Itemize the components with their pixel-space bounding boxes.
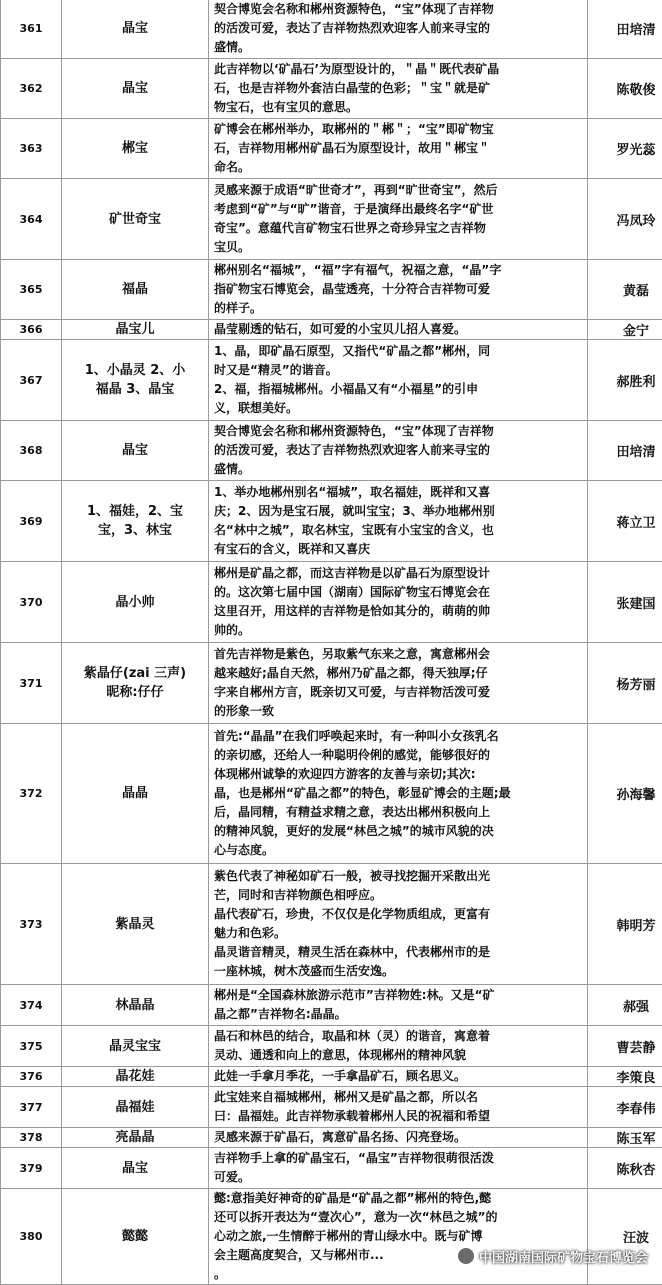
author-name: 蒋立卫 [588, 481, 662, 562]
mascot-name-line: 晶宝 [68, 441, 202, 460]
description-line: 吉祥物手上拿的矿晶宝石，“晶宝”吉祥物很萌很活泼 [214, 1149, 584, 1168]
table-row [1, 119, 662, 179]
entry-number: 366 [1, 320, 62, 340]
mascot-name-line: 昵称:仔仔 [68, 683, 202, 702]
description-line: 晶，也是郴州“矿晶之都”的特色，彰显矿博会的主题;最 [214, 784, 584, 803]
table-body [1, 0, 662, 1285]
table-row [1, 59, 662, 119]
description-line: 物宝石，也有宝贝的意思。 [214, 98, 584, 117]
description-line: 还可以拆开表达为“壹次心”，意为一次“林邑之城”的 [214, 1208, 584, 1227]
author-name: 罗光蕊 [588, 119, 662, 179]
description-line: 一座林城，树木茂盛而生活安逸。 [214, 962, 584, 981]
description-line: 2、福，指福城郴州。小福晶又有“小福星”的引申 [214, 380, 584, 399]
mascot-name-line: 晶福娃 [68, 1098, 202, 1117]
description-line: 此娃一手拿月季花，一手拿晶矿石，顾名思义。 [214, 1067, 584, 1086]
description-line: 曰：晶福娃。此吉祥物承载着郴州人民的祝福和希望 [214, 1107, 584, 1126]
description-line: 盛情。 [214, 460, 584, 479]
author-name: 李策良 [588, 1067, 662, 1087]
table-row [1, 1128, 662, 1148]
description-line: 的活泼可爱，表达了吉祥物热烈欢迎客人前来寻宝的 [214, 19, 584, 38]
mascot-name [62, 421, 209, 481]
mascot-name-line: 晶花娃 [68, 1067, 202, 1086]
description-line: 心动之旅,一生情醉于郴州的青山绿水中。既与矿博 [214, 1227, 584, 1246]
entry-number: 377 [1, 1087, 62, 1128]
author-name: 曹芸静 [588, 1026, 662, 1067]
description-line: 这里召开，用这样的吉祥物是恰如其分的，萌萌的帅 [214, 602, 584, 621]
mascot-description [209, 0, 588, 59]
mascot-name [62, 179, 209, 260]
description-line: 矿博会在郴州举办，取郴州的＂郴＂；“宝”即矿物宝 [214, 120, 584, 139]
entry-number: 378 [1, 1128, 62, 1148]
mascot-name-line: 紫晶灵 [68, 915, 202, 934]
entry-number: 369 [1, 481, 62, 562]
mascot-name-line: 晶宝 [68, 19, 202, 38]
entry-number: 372 [1, 724, 62, 864]
mascot-name-line: 福晶 [68, 280, 202, 299]
mascot-name [62, 1026, 209, 1067]
description-line: 。 [214, 1265, 584, 1284]
entry-number: 362 [1, 59, 62, 119]
description-line: 1、举办地郴州别名“福城”，取名福娃，既祥和又喜 [214, 483, 584, 502]
mascot-name-line: 晶灵宝宝 [68, 1037, 202, 1056]
table-row [1, 562, 662, 643]
mascot-name-line: 晶小帅 [68, 593, 202, 612]
entry-number: 365 [1, 260, 62, 320]
entry-number: 363 [1, 119, 62, 179]
entry-number: 380 [1, 1189, 62, 1285]
mascot-description [209, 643, 588, 724]
description-line: 芒，同时和吉祥物颜色相呼应。 [214, 886, 584, 905]
entry-number: 371 [1, 643, 62, 724]
description-line: 可爱。 [214, 1168, 584, 1187]
mascot-name-line: 1、福娃，2、宝 [68, 502, 202, 521]
author-name: 张建国 [588, 562, 662, 643]
author-name: 郝胜利 [588, 340, 662, 421]
entry-number: 373 [1, 864, 62, 985]
mascot-description [209, 562, 588, 643]
description-line: 契合博览会名称和郴州资源特色，“宝”体现了吉祥物 [214, 0, 584, 19]
mascot-description [209, 1087, 588, 1128]
entry-number: 368 [1, 421, 62, 481]
author-name: 金宁 [588, 320, 662, 340]
mascot-name [62, 320, 209, 340]
mascot-name-line: 福晶 3、晶宝 [68, 380, 202, 399]
mascot-name [62, 260, 209, 320]
description-line: 体现郴州诚挚的欢迎四方游客的友善与亲切;其次: [214, 765, 584, 784]
description-line: 此吉祥物以‘矿晶石’为原型设计的，＂晶＂既代表矿晶 [214, 60, 584, 79]
author-name: 孙海馨 [588, 724, 662, 864]
author-name: 陈玉军 [588, 1128, 662, 1148]
author-name: 汪波 [588, 1189, 662, 1285]
description-line: 名“林中之城”，取名林宝，宝既有小宝宝的含义，也 [214, 521, 584, 540]
entry-number: 376 [1, 1067, 62, 1087]
mascot-name-line: 懿懿 [68, 1227, 202, 1246]
entry-number: 374 [1, 985, 62, 1026]
description-line: 帅的。 [214, 621, 584, 640]
description-line: 义，联想美好。 [214, 399, 584, 418]
mascot-description [209, 864, 588, 985]
mascot-name-line: 亮晶晶 [68, 1128, 202, 1147]
entry-number: 367 [1, 340, 62, 421]
mascot-description [209, 421, 588, 481]
description-line: 郴州别名“福城”，“福”字有福气，祝福之意，“晶”字 [214, 261, 584, 280]
table-row [1, 1026, 662, 1067]
table-row [1, 340, 662, 421]
mascot-description [209, 481, 588, 562]
mascot-name-line: 紫晶仔(zai 三声) [68, 664, 202, 683]
mascot-description [209, 119, 588, 179]
description-line: 命名。 [214, 158, 584, 177]
description-line: 后，晶同精，有精益求精之意，表达出郴州积极向上 [214, 803, 584, 822]
mascot-name [62, 985, 209, 1026]
description-line: 字来自郴州方言，既亲切又可爱，与吉祥物活泼可爱 [214, 683, 584, 702]
mascot-name-line: 晶晶 [68, 784, 202, 803]
description-line: 此宝娃来自福城郴州，郴州又是矿晶之都，所以名 [214, 1088, 584, 1107]
description-line: 的样子。 [214, 299, 584, 318]
table-row [1, 421, 662, 481]
mascot-name-line: 宝，3、林宝 [68, 521, 202, 540]
table-row [1, 1087, 662, 1128]
mascot-name [62, 562, 209, 643]
description-line: 紫色代表了神秘如矿石一般，被寻找挖掘开采散出光 [214, 867, 584, 886]
description-line: 石，吉祥物用郴州矿晶石为原型设计，故用＂郴宝＂ [214, 139, 584, 158]
mascot-name [62, 1148, 209, 1189]
author-name: 韩明芳 [588, 864, 662, 985]
table-row [1, 864, 662, 985]
watermark [457, 1247, 648, 1266]
table-row [1, 179, 662, 260]
mascot-name [62, 864, 209, 985]
mascot-description [209, 59, 588, 119]
mascot-name [62, 1067, 209, 1087]
author-name: 陈秋杏 [588, 1148, 662, 1189]
description-line: 晶灵谐音精灵，精灵生活在森林中，代表郴州市的是 [214, 943, 584, 962]
table-row [1, 320, 662, 340]
mascot-name-line: 晶宝儿 [68, 320, 202, 339]
description-line: 郴州是矿晶之都，而这吉祥物是以矿晶石为原型设计 [214, 564, 584, 583]
table-row [1, 0, 662, 59]
table-row [1, 1189, 662, 1285]
table-row [1, 1148, 662, 1189]
mascot-description [209, 1148, 588, 1189]
description-line: 指矿物宝石博览会，晶莹透亮，十分符合吉祥物可爱 [214, 280, 584, 299]
description-line: 晶莹剔透的钻石，如可爱的小宝贝儿招人喜爱。 [214, 320, 584, 339]
description-line: 有宝石的含义，既祥和又喜庆 [214, 540, 584, 559]
table-row [1, 985, 662, 1026]
entry-number: 361 [1, 0, 62, 59]
entry-number: 379 [1, 1148, 62, 1189]
mascot-description [209, 724, 588, 864]
description-line: 懿:意指美好神奇的矿晶是“矿晶之都”郴州的特色,懿 [214, 1189, 584, 1208]
mascot-name [62, 119, 209, 179]
table-row [1, 481, 662, 562]
mascot-description [209, 260, 588, 320]
mascot-name [62, 59, 209, 119]
mascot-description [209, 1128, 588, 1148]
author-name: 黄磊 [588, 260, 662, 320]
mascot-name-line: 郴宝 [68, 139, 202, 158]
description-line: 宝贝。 [214, 238, 584, 257]
table-row [1, 643, 662, 724]
mascot-description [209, 1067, 588, 1087]
author-name: 杨芳丽 [588, 643, 662, 724]
mascot-name-line: 1、小晶灵 2、小 [68, 361, 202, 380]
description-line: 石，也是吉祥物外套洁白晶莹的色彩；＂宝＂就是矿 [214, 79, 584, 98]
mascot-name [62, 481, 209, 562]
description-line: 晶石和林邑的结合，取晶和林（灵）的谐音，寓意着 [214, 1027, 584, 1046]
description-line: 的亲切感，还给人一种聪明伶俐的感觉，能够很好的 [214, 746, 584, 765]
entry-number: 375 [1, 1026, 62, 1067]
mascot-name-line: 晶宝 [68, 1159, 202, 1178]
author-name: 田培清 [588, 421, 662, 481]
mascot-description [209, 340, 588, 421]
mascot-name [62, 1128, 209, 1148]
mascot-description [209, 1189, 588, 1285]
mascot-name [62, 724, 209, 864]
wechat-logo-icon [457, 1247, 475, 1265]
description-line: 的形象一致 [214, 702, 584, 721]
mascot-name [62, 643, 209, 724]
description-line: 庆；2、因为是宝石展，就叫宝宝；3、举办地郴州别 [214, 502, 584, 521]
author-name: 郝强 [588, 985, 662, 1026]
description-line: 魅力和色彩。 [214, 924, 584, 943]
mascot-name-line: 晶宝 [68, 79, 202, 98]
entry-number: 364 [1, 179, 62, 260]
description-line: 晶之都”吉祥物名:晶晶。 [214, 1005, 584, 1024]
description-line: 的精神风貌，更好的发展“林邑之城”的城市风貌的决 [214, 822, 584, 841]
description-line: 心与态度。 [214, 841, 584, 860]
description-line: 的活泼可爱，表达了吉祥物热烈欢迎客人前来寻宝的 [214, 441, 584, 460]
description-line: 灵感来源于矿晶石，寓意矿晶名扬、闪亮登场。 [214, 1128, 584, 1147]
description-line: 1、晶，即矿晶石原型，又指代“矿晶之都”郴州，同 [214, 342, 584, 361]
table-row [1, 260, 662, 320]
description-line: 郴州是“全国森林旅游示范市”吉祥物姓:林。又是“矿 [214, 986, 584, 1005]
description-line: 灵动、通透和向上的意思，体现郴州的精神风貌 [214, 1046, 584, 1065]
mascot-name-line: 矿世奇宝 [68, 210, 202, 229]
description-line: 盛情。 [214, 38, 584, 57]
mascot-name [62, 0, 209, 59]
table-row [1, 724, 662, 864]
description-line: 灵感来源于成语“旷世奇才”，再到“旷世奇宝”，然后 [214, 181, 584, 200]
mascot-description [209, 985, 588, 1026]
table-row [1, 1067, 662, 1087]
description-line: 的。这次第七届中国（湖南）国际矿物宝石博览会在 [214, 583, 584, 602]
description-line: 时又是“精灵”的谐音。 [214, 361, 584, 380]
mascot-name [62, 1087, 209, 1128]
author-name: 李春伟 [588, 1087, 662, 1128]
author-name: 田培清 [588, 0, 662, 59]
description-line: 契合博览会名称和郴州资源特色，“宝”体现了吉祥物 [214, 422, 584, 441]
description-line: 首先:“晶晶”在我们呼唤起来时，有一种叫小女孩乳名 [214, 727, 584, 746]
mascot-description [209, 1026, 588, 1067]
entry-number: 370 [1, 562, 62, 643]
description-line: 会主题高度契合，又与郴州市... [214, 1246, 584, 1265]
mascot-name [62, 340, 209, 421]
description-line: 越来越好;晶自天然，郴州乃矿晶之都，得天独厚;仔 [214, 664, 584, 683]
mascot-name-line: 林晶晶 [68, 996, 202, 1015]
description-line: 首先吉祥物是紫色，另取紫气东来之意，寓意郴州会 [214, 645, 584, 664]
mascot-name [62, 1189, 209, 1285]
description-line: 考虑到“矿”与“旷”谐音，于是演绎出最终名字“矿世 [214, 200, 584, 219]
mascot-description [209, 179, 588, 260]
watermark-text: 中国湖南国际矿物宝石博览会 [479, 1251, 648, 1266]
mascot-description [209, 320, 588, 340]
author-name: 冯凤玲 [588, 179, 662, 260]
description-line: 晶代表矿石，珍贵，不仅仅是化学物质组成，更富有 [214, 905, 584, 924]
author-name: 陈敬俊 [588, 59, 662, 119]
description-line: 奇宝”。意蕴代言矿物宝石世界之奇珍异宝之吉祥物 [214, 219, 584, 238]
